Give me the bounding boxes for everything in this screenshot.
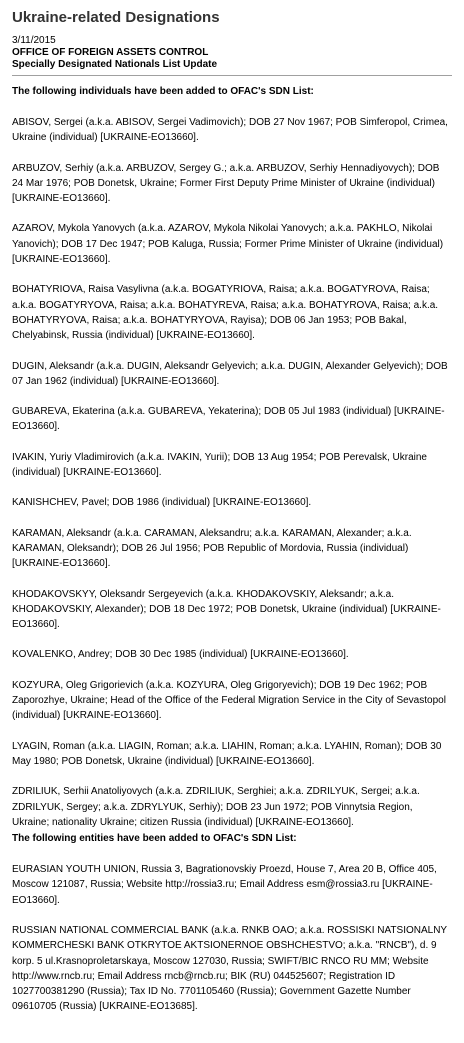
list-item: KHODAKOVSKYY, Oleksandr Sergeyevich (a.k.a. KHODAKOVSKIY, Aleksandr; a.k.a. KHODAKOVSKIY, Alexander); DOB 18 Dec 1972; POB Donetsk, Ukraine (individual) [UKRAINE-EO13660].	[12, 588, 441, 631]
update-subtitle: Specially Designated Nationals List Update	[12, 59, 218, 70]
document	[12, 8, 452, 1015]
divider	[12, 75, 452, 76]
office-name: OFFICE OF FOREIGN ASSETS CONTROL	[12, 47, 209, 58]
list-item: KARAMAN, Aleksandr (a.k.a. CARAMAN, Aleksandru; a.k.a. KARAMAN, Alexander; a.k.a. KARAMAN, Oleksandr); DOB 26 Jul 1956; POB Republic of Mordovia, Russia (individual) [UKRAINE-EO13660].	[12, 527, 412, 570]
list-item: LYAGIN, Roman (a.k.a. LIAGIN, Roman; a.k.a. LIAHIN, Roman; a.k.a. LYAHIN, Roman); DOB 30 May 1980; POB Donetsk, Ukraine (individual) [UKRAINE-EO13660].	[12, 740, 442, 767]
list-item: KOVALENKO, Andrey; DOB 30 Dec 1985 (individual) [UKRAINE-EO13660].	[12, 649, 349, 661]
list-item: EURASIAN YOUTH UNION, Russia 3, Bagrationovskiy Proezd, House 7, Area 20 B, Office 405, Moscow 121087, Russia; Website http://rossia3.ru; Email Address esm@rossia3.ru [UKRAINE-EO13660].	[12, 864, 437, 906]
individuals-heading: The following individuals have been added to OFAC's SDN List:	[12, 86, 314, 97]
list-item: ARBUZOV, Serhiy (a.k.a. ARBUZOV, Sergey G.; a.k.a. ARBUZOV, Serhiy Hennadiyovych); DOB 24 Mar 1976; POB Donetsk, Ukraine; Former First Deputy Prime Minister of Ukraine (individual) [UKRAINE-EO13660].	[12, 162, 440, 205]
list-item: RUSSIAN NATIONAL COMMERCIAL BANK (a.k.a. RNKB OAO; a.k.a. ROSSISKI NATSIONALNY KOMMERCHESKI BANK OTKRYTOE AKTSIONERNOE OBSHCHESTVO; a.k.a. "RNCB"), d. 9 korp. 5 ul.Krasnoproletarskaya, Moscow 127030, Russia; SWIFT/BIC RNCO RU MM; Website http://www.rncb.ru; Email Address rncb@rncb.ru; BIK (RU) 044525607; Registration ID 1027700381290 (Russia); Tax ID No. 7701105460 (Russia); Government Gazette Number 09610705 (Russia) [UKRAINE-EO13685].	[12, 924, 447, 1013]
release-date: 3/11/2015	[12, 35, 56, 46]
page-title: Ukraine-related Designations	[12, 9, 220, 26]
list-item: GUBAREVA, Ekaterina (a.k.a. GUBAREVA, Yekaterina); DOB 05 Jul 1983 (individual) [UKRAINE-EO13660].	[12, 406, 445, 433]
list-item: KANISHCHEV, Pavel; DOB 1986 (individual) [UKRAINE-EO13660].	[12, 497, 312, 509]
entities-heading: The following entities have been added to OFAC's SDN List:	[12, 833, 297, 845]
list-item: AZAROV, Mykola Yanovych (a.k.a. AZAROV, Mykola Nikolai Yanovych; a.k.a. PAKHLO, Nikolai Yanovich); DOB 17 Dec 1947; POB Kaluga, Russia; Former Prime Minister of Ukraine (individual) [UKRAINE-EO13660].	[12, 223, 444, 266]
individuals-list	[12, 115, 452, 830]
entities-list	[12, 862, 452, 1015]
list-item: IVAKIN, Yuriy Vladimirovich (a.k.a. IVAKIN, Yurii); DOB 13 Aug 1954; POB Perevalsk, Ukraine (individual) [UKRAINE-EO13660].	[12, 451, 427, 479]
list-item: ZDRILIUK, Serhii Anatoliyovych (a.k.a. ZDRILIUK, Serghiei; a.k.a. ZDRILYUK, Sergei; a.k.a. ZDRILYUK, Sergey; a.k.a. ZDRYLYUK, Serhiy); DOB 23 Jun 1972; POB Vinnytsia Region, Ukraine; nationality Ukraine; citizen Russia (individual) [UKRAINE-EO13660].	[12, 786, 420, 828]
list-item: DUGIN, Aleksandr (a.k.a. DUGIN, Aleksandr Gelyevich; a.k.a. DUGIN, Alexander Gelyevich); DOB 07 Jan 1962 (individual) [UKRAINE-EO13660].	[12, 360, 448, 387]
list-item: KOZYURA, Oleg Grigorievich (a.k.a. KOZYURA, Oleg Grigoryevich); DOB 19 Dec 1962; POB Zaporozhye, Ukraine; Head of the Office of the Federal Migration Service in the City of Sevastopol (individual) [UKRAINE-EO13660].	[12, 679, 446, 722]
list-item: BOHATYRIOVA, Raisa Vasylivna (a.k.a. BOGATYRIOVA, Raisa; a.k.a. BOGATYROVA, Raisa; a.k.a. BOGATYRYOVA, Raisa; a.k.a. BOHATYREVA, Raisa; a.k.a. BOHATYROVA, Raisa; a.k.a. BOHATYRYOVA, Raisa; a.k.a. BOHATYRYOVA, Rayisa); DOB 06 Jan 1953; POB Bakal, Chelyabinsk, Russia (individual) [UKRAINE-EO13660].	[12, 284, 439, 342]
list-item: ABISOV, Sergei (a.k.a. ABISOV, Sergei Vadimovich); DOB 27 Nov 1967; POB Simferopol, Crimea, Ukraine (individual) [UKRAINE-EO13660].	[12, 117, 448, 144]
